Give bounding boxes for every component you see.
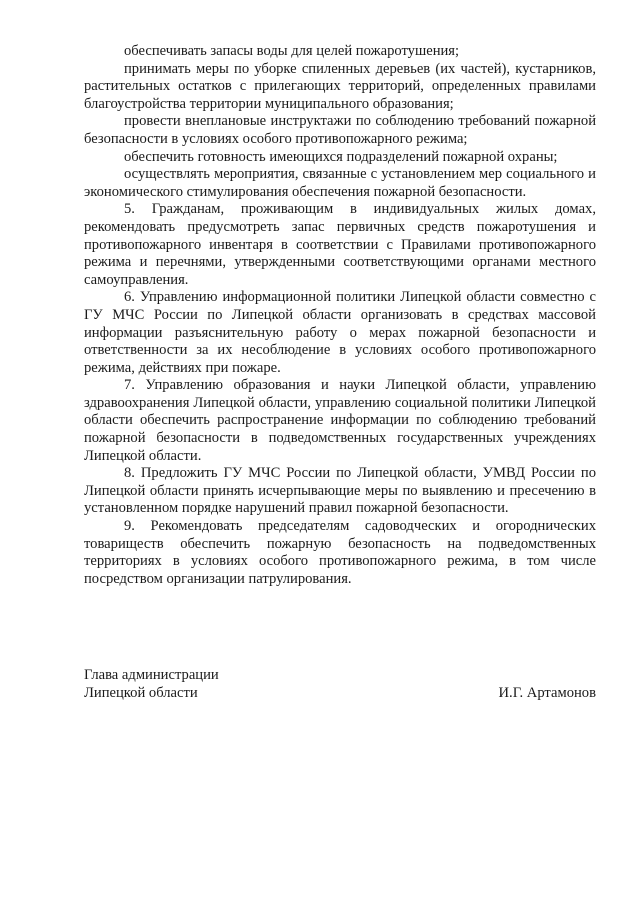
paragraph-item-7: 7. Управлению образования и науки Липецкой области, управлению здравоохранения Липецкой области, управлению социальной политики Липецкой области обеспечить распространение информации по соблюдению требований пожарной безопасности в подведомственных государственных учреждениях Липецкой области.	[84, 377, 596, 464]
paragraph-incentives: осуществлять мероприятия, связанные с установлением мер социального и экономического стимулирования обеспечения пожарной безопасности.	[84, 166, 596, 200]
signatory-name: И.Г. Артамонов	[498, 684, 596, 701]
paragraph-item-6: 6. Управлению информационной политики Липецкой области совместно с ГУ МЧС России по Липецкой области организовать в средствах массовой информации разъяснительную работу о мерах пожарной безопасности и ответственности за их несоблюдение в условиях особого противопожарного режима, действиях при пожаре.	[84, 289, 596, 376]
document-body	[84, 43, 596, 588]
paragraph-tree-cleanup: принимать меры по уборке спиленных деревьев (их частей), кустарников, растительных остатков с прилегающих территорий, определенных правилами благоустройства территории муниципального образования;	[84, 60, 596, 112]
signatory-position-line-2: Липецкой области	[84, 684, 198, 701]
paragraph-item-5: 5. Гражданам, проживающим в индивидуальных жилых домах, рекомендовать предусмотреть запас первичных средств пожаротушения и противопожарного инвентаря в соответствии с Правилами противопожарного режима и перечнями, утвержденными соответствующими органами местного самоуправления.	[84, 201, 596, 288]
signature-block	[84, 667, 596, 702]
signature-line-2	[84, 685, 596, 703]
paragraph-water-supply: обеспечивать запасы воды для целей пожаротушения;	[124, 43, 460, 59]
paragraph-item-9: 9. Рекомендовать председателям садоводческих и огороднических товариществ обеспечить пожарную безопасность на подведомственных территориях в условиях особого противопожарного режима, в том числе посредством организации патрулирования.	[84, 518, 596, 587]
paragraph-item-8: 8. Предложить ГУ МЧС России по Липецкой области, УМВД России по Липецкой области принять исчерпывающие меры по выявлению и пресечению в установленном порядке нарушений правил пожарной безопасности.	[84, 465, 596, 517]
paragraph-fire-units: обеспечить готовность имеющихся подразделений пожарной охраны;	[124, 148, 558, 165]
paragraph-briefings: провести внеплановые инструктажи по соблюдению требований пожарной безопасности в условиях особого противопожарного режима;	[84, 113, 596, 147]
signature-line-1	[84, 667, 596, 685]
signatory-position-line-1: Глава администрации	[84, 667, 219, 683]
